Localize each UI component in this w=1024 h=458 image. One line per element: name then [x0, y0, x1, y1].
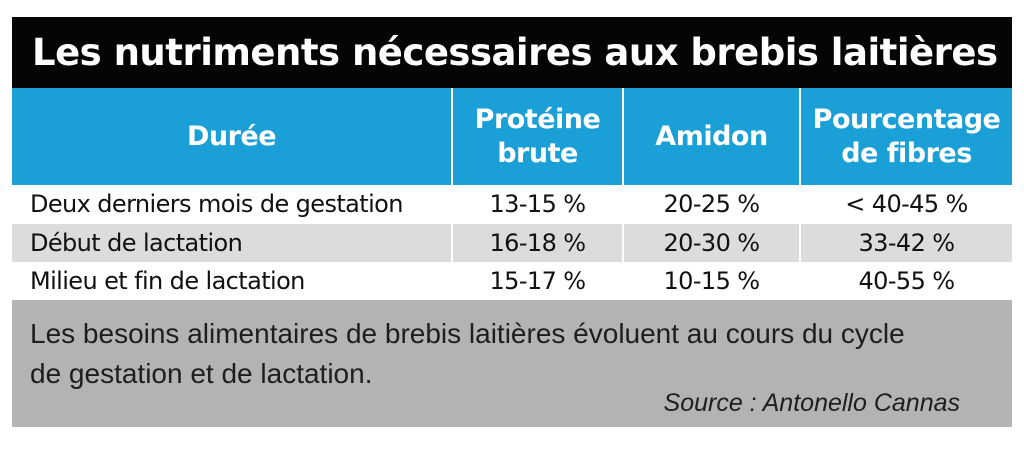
footer-panel — [12, 300, 1012, 427]
proteine-value: 16-18 % — [452, 224, 623, 263]
table-row — [12, 185, 1012, 224]
infographic-card — [12, 17, 1012, 427]
column-header-pourcentage-fibres: Pourcentage de fibres — [800, 88, 1012, 185]
row-label: Début de lactation — [12, 224, 452, 263]
footer-note: Les besoins alimentaires de brebis laitières évoluent au cours du cycle de gestation et de lactation. — [30, 318, 905, 389]
fibres-value: 40-55 % — [800, 262, 1012, 300]
amidon-value: 20-25 % — [623, 185, 800, 224]
row-label: Deux derniers mois de gestation — [12, 185, 452, 224]
nutrient-table — [12, 88, 1012, 300]
column-header-proteine-brute: Protéine brute — [452, 88, 623, 185]
column-header-amidon: Amidon — [623, 88, 800, 185]
proteine-value: 13-15 % — [452, 185, 623, 224]
amidon-value: 10-15 % — [623, 262, 800, 300]
amidon-value: 20-30 % — [623, 224, 800, 263]
fibres-value: 33-42 % — [800, 224, 1012, 263]
proteine-value: 15-17 % — [452, 262, 623, 300]
source-credit: Source : Antonello Cannas — [663, 389, 960, 417]
table-row — [12, 224, 1012, 263]
table-header — [12, 88, 1012, 185]
page-title: Les nutriments nécessaires aux brebis laitières — [12, 17, 1012, 88]
table-row — [12, 262, 1012, 300]
table-body — [12, 185, 1012, 300]
fibres-value: < 40-45 % — [800, 185, 1012, 224]
column-header-duree: Durée — [12, 88, 452, 185]
row-label: Milieu et fin de lactation — [12, 262, 452, 300]
table-header-row — [12, 88, 1012, 185]
